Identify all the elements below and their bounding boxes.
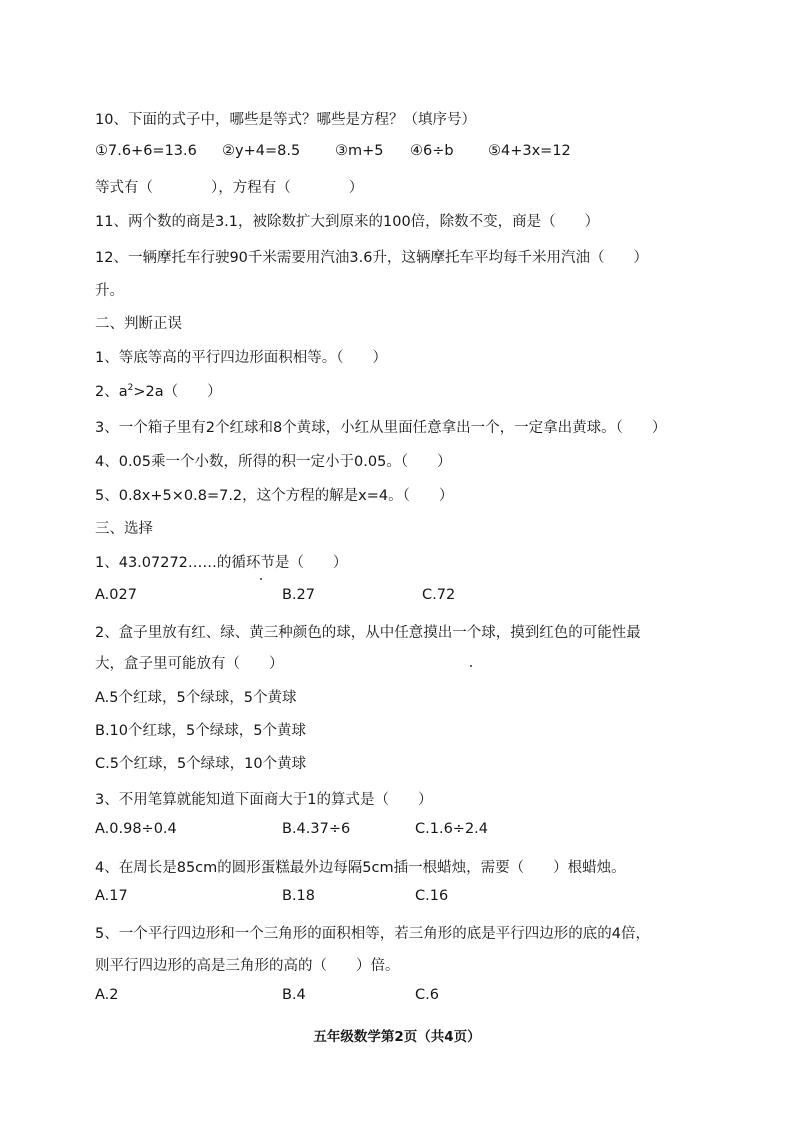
- question-judge-2: [95, 380, 222, 401]
- q2-base: 2、a: [95, 384, 128, 400]
- choice5-option-b: B.4: [282, 987, 306, 1003]
- choice5-option-c: C.6: [415, 987, 439, 1003]
- choice4-option-b: B.18: [282, 888, 316, 904]
- q2-rest: >2a（ ）: [133, 384, 222, 400]
- choice1-option-a: A.027: [95, 587, 137, 603]
- q10-option-4: ④6÷b: [410, 143, 454, 159]
- scan-speck: [470, 665, 472, 667]
- page-footer: 五年级数学第2页（共4页）: [313, 1029, 481, 1045]
- question-choice-2-line2: 大，盒子里可能放有（ ）: [95, 656, 284, 672]
- question-fill-11: 11、两个数的商是3.1，被除数扩大到原来的100倍，除数不变，商是（ ）: [95, 214, 600, 230]
- question-fill-12-line2: 升。: [95, 283, 124, 299]
- choice4-option-a: A.17: [95, 888, 128, 904]
- question-judge-4: 4、0.05乘一个小数，所得的积一定小于0.05。（ ）: [95, 454, 452, 470]
- choice3-option-b: B.4.37÷6: [282, 821, 351, 837]
- question-fill-12-line1: 12、一辆摩托车行驶90千米需要用汽油3.6升，这辆摩托车平均每千米用汽油（ ）: [95, 250, 648, 266]
- q10-option-2: ②y+4=8.5: [222, 143, 301, 159]
- choice1-option-b: B.27: [282, 587, 316, 603]
- question-choice-1: 1、43.07272……的循环节是（ ）: [95, 555, 348, 571]
- question-judge-3: 3、一个箱子里有2个红球和8个黄球，小红从里面任意拿出一个，一定拿出黄球。（ ）: [95, 420, 667, 436]
- section-heading-choice: 三、选择: [95, 521, 153, 537]
- question-choice-5-line2: 则平行四边形的高是三角形的高的（ ）倍。: [95, 958, 400, 974]
- scan-speck: [260, 578, 262, 580]
- q10-answer-line: 等式有（ ），方程有（ ）: [95, 180, 364, 196]
- section-heading-judge: 二、判断正误: [95, 316, 182, 332]
- choice2-option-c: C.5个红球，5个绿球，10个黄球: [95, 756, 307, 772]
- choice2-option-a: A.5个红球，5个绿球，5个黄球: [95, 690, 297, 706]
- q10-option-1: ①7.6+6=13.6: [95, 143, 197, 159]
- q10-option-5: ⑤4+3x=12: [488, 143, 571, 159]
- question-choice-4: 4、在周长是85cm的圆形蛋糕最外边每隔5cm插一根蜡烛，需要（ ）根蜡烛。: [95, 860, 626, 876]
- choice1-option-c: C.72: [422, 587, 456, 603]
- question-choice-3: 3、不用笔算就能知道下面商大于1的算式是（ ）: [95, 792, 433, 808]
- choice4-option-c: C.16: [415, 888, 449, 904]
- question-choice-5-line1: 5、一个平行四边形和一个三角形的面积相等，若三角形的底是平行四边形的底的4倍，: [95, 926, 650, 942]
- question-judge-5: 5、0.8x+5×0.8=7.2，这个方程的解是x=4。（ ）: [95, 488, 454, 504]
- choice3-option-c: C.1.6÷2.4: [415, 821, 489, 837]
- question-fill-10: 10、下面的式子中，哪些是等式？哪些是方程？（填序号）: [95, 112, 476, 128]
- q2-exponent: 2: [127, 383, 134, 393]
- q10-option-3: ③m+5: [335, 143, 384, 159]
- question-choice-2-line1: 2、盒子里放有红、绿、黄三种颜色的球，从中任意摸出一个球，摸到红色的可能性最: [95, 625, 641, 641]
- choice5-option-a: A.2: [95, 987, 119, 1003]
- choice2-option-b: B.10个红球，5个绿球，5个黄球: [95, 723, 306, 739]
- choice3-option-a: A.0.98÷0.4: [95, 821, 177, 837]
- question-judge-1: 1、等底等高的平行四边形面积相等。（ ）: [95, 350, 387, 366]
